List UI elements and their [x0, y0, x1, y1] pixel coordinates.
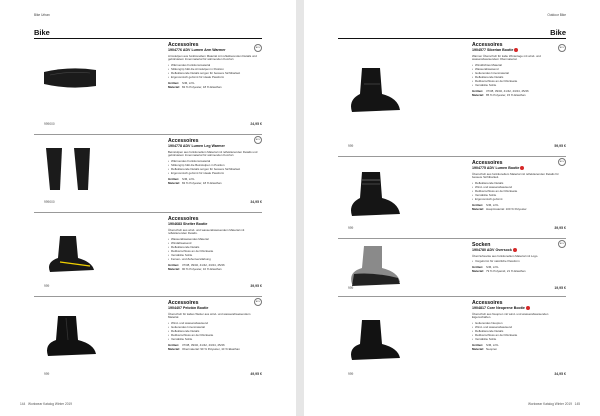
page-title: Bike — [34, 28, 50, 37]
product-price: 24,95 € — [250, 122, 262, 126]
product-price: 49,95 € — [250, 372, 262, 376]
product-title: 1904776 ADV Lumen Arm Warmer — [168, 48, 226, 52]
feature-list — [472, 260, 566, 264]
feature-item: • Winddichtes Material — [472, 64, 566, 68]
product-sku: 999000 — [44, 200, 55, 204]
leg-warmer-image — [40, 144, 100, 194]
heading-rule — [34, 38, 262, 39]
spec-row — [168, 86, 262, 90]
spec-value: 37/38, 39/40, 41/42, 43/44, 45/46 — [182, 342, 225, 347]
catalog-name: Workwear Katalog Winter 2019 — [527, 402, 572, 406]
product-text — [168, 42, 262, 90]
block-divider — [34, 212, 262, 213]
spec-key: Größen: — [472, 202, 484, 207]
peloton-bootie-image — [40, 312, 100, 362]
product-title-text: 1904577 Siberian Bootie — [472, 48, 514, 52]
product-description: Überziehsocke aus funktionellem Material mit Logo. — [472, 253, 539, 258]
product-title — [472, 48, 566, 53]
spec-key: Material: — [472, 346, 484, 351]
spec-value: 90 % Polyester, 10 % Elasthan — [182, 266, 222, 271]
product-sku: 999 — [44, 372, 50, 376]
shelter-bootie-image — [40, 232, 100, 277]
spec-row — [472, 270, 566, 274]
new-tag — [514, 48, 518, 52]
product-text — [472, 42, 566, 98]
heading-rule — [338, 38, 566, 39]
page-title: Bike — [550, 28, 566, 37]
spec-row — [472, 208, 566, 212]
product-sku: 999 — [348, 372, 354, 376]
product-sku: 999 — [44, 284, 50, 288]
adv-badge: ADV — [558, 44, 566, 52]
spec-value: 37/38, 39/40, 41/42, 43/44, 45/46 — [486, 88, 529, 93]
product-sku: 999 — [348, 226, 354, 230]
arm-warmer-image — [40, 64, 100, 94]
feature-list — [472, 64, 566, 87]
product-description: Beinstulpen aus funktionellem Material mit reflektierenden Details und gebürstetem Innenmaterial für wärmenden Komfort. — [168, 149, 258, 158]
product-block — [34, 134, 262, 210]
oversock-image — [344, 244, 404, 290]
new-tag — [526, 306, 530, 310]
feature-item: • Vorgeformt für natürliche Passform — [472, 260, 566, 264]
spec-key: Größen: — [168, 80, 180, 85]
feature-list — [168, 238, 262, 261]
product-block — [34, 212, 262, 294]
spec-key: Material: — [168, 84, 180, 89]
product-text — [472, 160, 566, 212]
feature-item: • Reflektierende Details — [168, 246, 262, 250]
product-text — [472, 242, 566, 274]
product-title — [472, 248, 566, 253]
spec-value: S/M, L/XL — [486, 265, 499, 270]
product-category: Socken — [472, 242, 491, 248]
product-description: Überschuh aus funktionellem Material mit reflektierenden Details für bessere Sichtbarkeit. — [472, 171, 559, 180]
new-tag — [513, 248, 517, 252]
product-description: Überschuh aus wind- und wasserabweisendem Material mit reflektierenden Details. — [168, 227, 245, 236]
spec-value: S/M, L/XL — [486, 342, 499, 347]
feature-item: • Verstärkte Sohle — [168, 338, 262, 342]
adv-badge: ADV — [254, 44, 262, 52]
feature-item: • Wind- und wasserabweisend — [472, 186, 566, 190]
product-sku: 999000 — [44, 122, 55, 126]
product-title: 1904778 ADV Lumen Leg Warmer — [168, 144, 225, 148]
feature-item: • Fersen- und Zehenverstärkung — [168, 258, 262, 262]
page-number: 144 — [20, 402, 26, 406]
spec-key: Größen: — [472, 342, 484, 347]
product-price: 59,95 € — [554, 144, 566, 148]
product-description: Armstulpen aus funktionellem Material mit reflektierenden Details und gebürstetem Innenmaterial für wärmenden Komfort. — [168, 53, 257, 62]
product-price: 39,95 € — [554, 226, 566, 230]
feature-item: • Reißverschluss an der Rückseite — [168, 250, 262, 254]
feature-item: • Reflektierende Details — [472, 330, 566, 334]
feature-item: • Ergonomisch geformt für ideale Passform — [168, 76, 262, 80]
product-title — [472, 166, 566, 171]
feature-list — [168, 322, 262, 342]
spec-value: Hauptmaterial: 100 % Polyester — [486, 206, 527, 211]
product-text — [472, 300, 566, 352]
spec-key: Größen: — [168, 262, 180, 267]
feature-list — [472, 182, 566, 202]
page-brand: Bike Urban — [34, 13, 50, 17]
feature-item: • Silikongrip hält die Armstulpen in Position — [168, 68, 262, 72]
adv-badge: ADV — [254, 298, 262, 306]
feature-item: • Reißverschluss an der Rückseite — [472, 190, 566, 194]
feature-item: • Wärmendes Funktionsmaterial — [168, 160, 262, 164]
feature-item: • Wärmendes Funktionsmaterial — [168, 64, 262, 68]
feature-item: • Wind- und wasserabweisend — [168, 322, 262, 326]
product-text — [168, 300, 262, 352]
page-footer — [20, 402, 72, 406]
feature-item: • Reflektierende Details — [168, 330, 262, 334]
feature-item: • Reißverschluss an der Rückseite — [472, 80, 566, 84]
feature-item: • Reflektierende Details — [472, 76, 566, 80]
feature-item: • Ergonomisch geformt für ideale Passform — [168, 172, 262, 176]
product-block — [338, 238, 566, 294]
left-page — [0, 0, 296, 416]
block-divider — [338, 156, 566, 157]
siberian-bootie-image — [344, 64, 404, 120]
product-category: Accessoires — [168, 300, 199, 306]
product-category: Accessoires — [168, 138, 199, 144]
product-title — [472, 306, 566, 311]
feature-item: • Silikongrip hält die Beinstulpen in Position — [168, 164, 262, 168]
spec-key: Größen: — [168, 342, 180, 347]
feature-item: • Ergonomisch geformt — [472, 198, 566, 202]
product-title: 1904683 Shelter Bootie — [168, 222, 208, 226]
spec-row — [168, 268, 262, 272]
catalog-name: Workwear Katalog Winter 2019 — [28, 402, 73, 406]
spec-key: Größen: — [168, 176, 180, 181]
feature-list — [168, 64, 262, 80]
product-block — [338, 156, 566, 236]
product-price: 39,95 € — [250, 284, 262, 288]
page-brand: Outdoor Bike — [547, 13, 566, 17]
feature-item: • Isolierendes Neopren — [472, 322, 566, 326]
spec-row — [168, 182, 262, 186]
block-divider — [338, 238, 566, 239]
product-description: Überschuh aus Neopren mit wind- und wasserabweisenden Eigenschaften. — [472, 311, 549, 320]
block-divider — [34, 134, 262, 135]
spec-key: Material: — [168, 346, 180, 351]
product-category: Accessoires — [168, 42, 199, 48]
product-title-text: 1904817 Core Neoprene Bootie — [472, 306, 525, 310]
spec-value: 82 % Polyester, 18 % Elasthan — [182, 84, 222, 89]
feature-item: • Verstärkte Sohle — [472, 338, 566, 342]
product-sku: 999 — [348, 144, 354, 148]
spec-value: 37/38, 39/40, 41/42, 43/44, 45/46 — [182, 262, 225, 267]
feature-item: • Reflektierende Details sorgen für bessere Sichtbarkeit — [168, 168, 262, 172]
page-footer — [528, 402, 580, 406]
spec-key: Material: — [472, 92, 484, 97]
product-text — [168, 216, 262, 272]
product-block — [338, 42, 566, 154]
feature-item: • Wasserabweisend — [472, 68, 566, 72]
spec-value: S/M, L/XL — [182, 176, 195, 181]
right-page — [304, 0, 600, 416]
spec-key: Material: — [168, 266, 180, 271]
product-category: Accessoires — [472, 300, 503, 306]
feature-list — [472, 322, 566, 342]
spec-value: 82 % Polyester, 18 % Elasthan — [182, 180, 222, 185]
product-title-text: 1904775 ADV Lumen Bootie — [472, 166, 520, 170]
block-divider — [338, 296, 566, 297]
neoprene-bootie-image — [344, 316, 404, 366]
product-block — [34, 296, 262, 382]
feature-list — [168, 160, 262, 176]
adv-badge: ADV — [558, 240, 566, 248]
feature-item: • Reflektierende Details — [472, 182, 566, 186]
feature-item: • Isolierendes Innenmaterial — [168, 326, 262, 330]
spec-key: Größen: — [472, 88, 484, 93]
product-title-text: 1904780 ADV Oversock — [472, 248, 512, 252]
page-number: 145 — [574, 402, 580, 406]
spec-value: 85 % Polyester, 15 % Elasthan — [486, 92, 526, 97]
product-price: 34,95 € — [250, 200, 262, 204]
product-block — [338, 296, 566, 382]
feature-item: • Reißverschluss an der Rückseite — [472, 334, 566, 338]
spec-value: S/M, L/XL — [182, 80, 195, 85]
product-description: Warmer Überschuh für kalte Wintertage mit wind- und wasserabweisendem Obermaterial. — [472, 53, 541, 62]
product-price: 34,95 € — [554, 372, 566, 376]
feature-item: • Reflektierende Details sorgen für bessere Sichtbarkeit — [168, 72, 262, 76]
product-price: 19,95 € — [554, 286, 566, 290]
spec-value: S/M, L/XL — [486, 202, 499, 207]
spec-value: Neopren — [486, 346, 498, 351]
spec-key: Material: — [472, 206, 484, 211]
spec-row — [168, 348, 262, 352]
feature-item: • Reißverschluss an der Rückseite — [168, 334, 262, 338]
product-text — [168, 138, 262, 186]
product-sku: 999 — [348, 286, 354, 290]
product-category: Accessoires — [472, 42, 503, 48]
spec-key: Größen: — [472, 265, 484, 270]
product-title: 1904407 Pelotón Bootie — [168, 306, 209, 310]
adv-badge: ADV — [558, 158, 566, 166]
block-divider — [34, 296, 262, 297]
lumen-bootie-image — [344, 168, 404, 224]
spec-value: Obermaterial: 90 % Polyester, 10 % Elasthan — [182, 346, 240, 351]
adv-badge: ADV — [254, 136, 262, 144]
spec-key: Material: — [168, 180, 180, 185]
product-description: Überschuh für kaltes Wetter aus wind- und wasserabweisendem Material. — [168, 311, 251, 320]
feature-item: • Verstärkte Sohle — [168, 254, 262, 258]
feature-item: • Wind- und wasserabweisend — [472, 326, 566, 330]
product-category: Accessoires — [472, 160, 503, 166]
product-category: Accessoires — [168, 216, 199, 222]
new-tag — [520, 166, 524, 170]
spec-row — [472, 94, 566, 98]
feature-item: • Windabweisend — [168, 242, 262, 246]
feature-item: • Verstärkte Sohle — [472, 84, 566, 88]
feature-item: • Verstärkte Sohle — [472, 194, 566, 198]
spec-value: 79 % Polyamid, 21 % Elasthan — [486, 269, 526, 274]
product-block — [34, 42, 262, 132]
spec-key: Material: — [472, 269, 484, 274]
feature-item: • Wasserabweisendes Material — [168, 238, 262, 242]
spec-row — [472, 348, 566, 352]
feature-item: • Isolierendes Innenmaterial — [472, 72, 566, 76]
